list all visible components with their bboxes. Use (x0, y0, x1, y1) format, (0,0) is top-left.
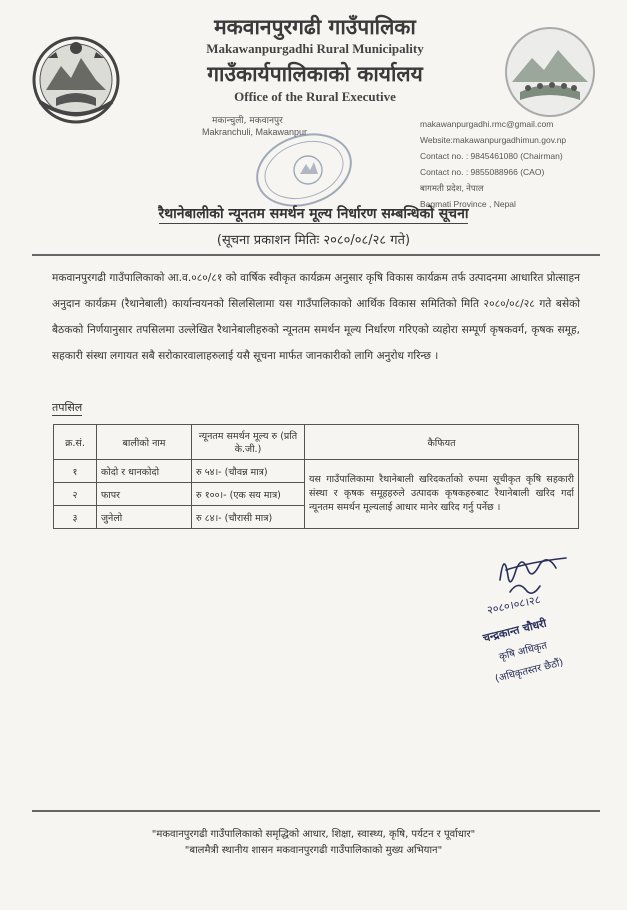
footer-line-2: "बालमैत्री स्थानीय शासन मकवानपुरगढी गाउँपालिकाको मुख्य अभियान" (184, 845, 443, 856)
address-en: Makranchuli, Makawanpur (202, 127, 308, 137)
office-name-en: Office of the Rural Executive (234, 89, 396, 104)
svg-text:कृषि अधिकृत: कृषि अधिकृत (498, 640, 549, 663)
chairman-contact: Contact no. : 9845461080 (Chairman) (420, 151, 563, 161)
header-price: न्यूनतम समर्थन मूल्य रु (प्रति के.जी.) (192, 425, 305, 460)
svg-text:चन्द्रकान्त चौधरी: चन्द्रकान्त चौधरी (481, 616, 548, 645)
header-crop: बालीको नाम (97, 425, 192, 460)
handwritten-signature (470, 540, 600, 700)
table-row (54, 460, 579, 483)
header-sn: क्र.सं. (54, 425, 97, 460)
notice-title (0, 204, 627, 223)
svg-text:२०८०।०८।२८: २०८०।०८।२८ (485, 592, 542, 617)
website-text: Website:makawanpurgadhimun.gov.np (420, 135, 567, 145)
notice-subtitle: (सूचना प्रकाशन मितिः २०८०/०८/२८ गते) (216, 233, 411, 248)
address-ne: मकान्चुली, मकवानपुर (212, 116, 283, 126)
notice-title-text: रैथानेबालीको न्यूनतम समर्थन मूल्य निर्धारण सम्बन्धिको सूचना (158, 206, 469, 222)
nepal-emblem-icon (26, 28, 126, 128)
province-ne: बागमती प्रदेश, नेपाल (420, 183, 484, 193)
row-sn: २ (54, 483, 97, 506)
notice-body: मकवानपुरगढी गाउँपालिकाको आ.व.०८०/८१ को वार्षिक स्वीकृत कार्यक्रम अनुसार कृषि विकास कार्यक्रम तर्फ उत्पादनमा आधारित प्रोत्साहन अनुदान कार्यक्रम (रैथानेबाली) कार्यान्वयनको सिलसिलामा यस गाउँपालिकाको आर्थिक विकास समितिको मिति २०८०/०८/२८ गते बसेको बैठकको निर्णयानुसार तपसिलमा उल्लेखित रैथानेबालीहरुको न्यूनतम समर्थन मूल्य निर्धारण गरिएको व्यहोरा सम्पूर्ण कृषकवर्ग, कृषक समूह, सहकारी संस्था लगायत सबै सरोकारवालाहरुलाई यसै सूचना मार्फत जानकारीको लागि अनुरोध गरिन्छ । (52, 272, 580, 362)
row-crop: जुनेलो (97, 506, 192, 529)
municipality-name-en: Makawanpurgadhi Rural Municipality (206, 41, 424, 56)
row-sn: १ (54, 460, 97, 483)
office-name-ne: गाउँकार्यपालिकाको कार्यालय (207, 61, 423, 86)
province-en: Bagmati Province , Nepal (420, 199, 516, 209)
cao-contact: Contact no. : 9855088966 (CAO) (420, 167, 545, 177)
footer-line-1: "मकवानपुरगढी गाउँपालिकाको समृद्धिको आधार, शिक्षा, स्वास्थ्य, कृषि, पर्यटन र पूर्वाधार" (151, 829, 476, 840)
row-remark: यस गाउँपालिकामा रैथानेबाली खरिदकर्ताको रुपमा सूचीकृत कृषि सहकारी संस्था र कृषक समूहहरुले उत्पादक कृषकहरुबाट रैथानेबाली खरिद गर्दा न्यूनतम समर्थन मूल्यलाई आधार मानेर खरिद गर्नु पर्नेछ । (305, 460, 579, 529)
row-price: रु ५४।- (चौवन्न मात्र) (192, 460, 305, 483)
row-price: रु ८४।- (चौरासी मात्र) (192, 506, 305, 529)
contact-block (420, 116, 566, 212)
row-price: रु १००।- (एक सय मात्र) (192, 483, 305, 506)
municipality-logo-icon (500, 22, 600, 122)
letterhead (140, 14, 490, 106)
row-crop: फापर (97, 483, 192, 506)
price-table (53, 424, 579, 529)
official-stamp (248, 130, 358, 210)
divider-bottom (32, 810, 600, 812)
divider-top (32, 254, 600, 256)
municipality-name-ne: मकवानपुरगढी गाउँपालिका (214, 14, 416, 39)
row-crop: कोदो र धानकोदो (97, 460, 192, 483)
header-remark: कैफियत (305, 425, 579, 460)
tapasil-heading: तपसिल (52, 401, 83, 414)
row-sn: ३ (54, 506, 97, 529)
svg-text:(अधिकृतस्तर छैठौं): (अधिकृतस्तर छैठौं) (494, 657, 565, 685)
email-text: makawanpurgadhi.rmc@gmail.com (420, 119, 554, 129)
table-header-row (54, 425, 579, 460)
